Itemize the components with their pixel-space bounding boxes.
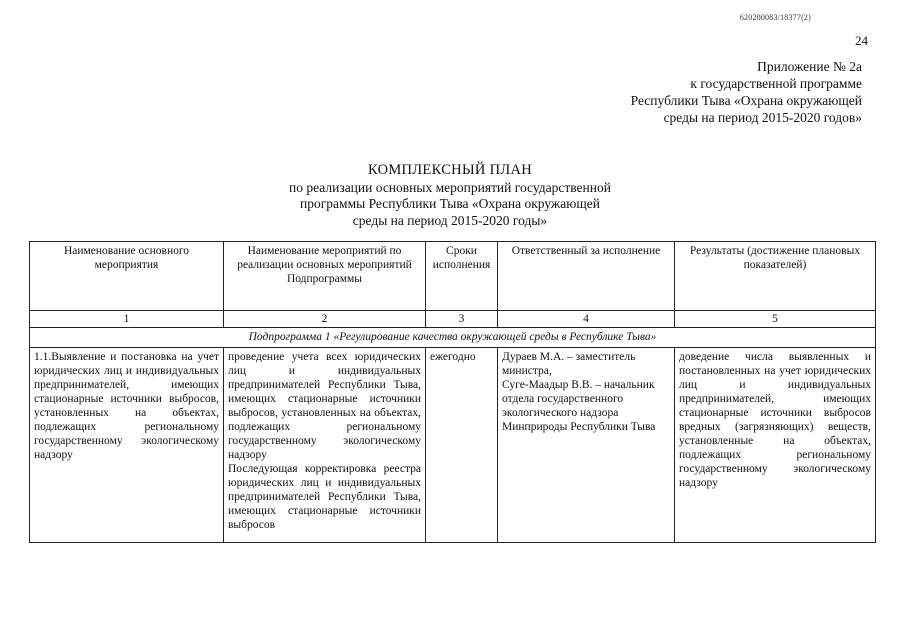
plan-title-line: среды на период 2015-2020 годы» xyxy=(352,212,548,228)
plan-title xyxy=(200,162,700,229)
responsible-text: Дураев М.А. – заместитель министра, xyxy=(502,351,636,377)
column-number-row xyxy=(30,311,876,328)
column-header: Наименование основного мероприятия xyxy=(30,242,224,311)
column-header: Сроки исполнения xyxy=(426,242,498,311)
plan-title-line: программы Республики Тыва «Охрана окружающей xyxy=(300,196,600,211)
measures-cell xyxy=(224,348,426,543)
table-row xyxy=(30,348,876,543)
appendix-line: Приложение № 2а xyxy=(757,59,862,74)
column-number: 2 xyxy=(224,311,426,328)
activity-cell: 1.1.Выявление и постановка на учет юридических лиц и индивидуальных предпринимателей, имеющих стационарные источники выбросов, установленных на объектах, подлежащих региональному государственному экологическому надзору xyxy=(30,348,224,543)
responsible-text: Суге-Маадыр В.В. – начальник отдела государственного экологического надзора Минприроды Республики Тыва xyxy=(502,379,656,433)
column-number: 1 xyxy=(30,311,224,328)
appendix-line: среды на период 2015-2020 годов» xyxy=(663,110,862,125)
measure-text: проведение учета всех юридических лиц и индивидуальных предпринимателей Республики Тыва, имеющих стационарные источники выбросов, установленных на объектах, подлежащих региональному государственному экологическому надзору xyxy=(228,351,421,461)
result-cell: доведение числа выявленных и постановленных на учет юридических лиц и индивидуальных предпринимателей, имеющих стационарные источники выбросов вредных (загрязняющих) веществ, установленные на объектах, подлежащих региональному государственному экологическому надзору xyxy=(675,348,876,543)
appendix-line: к государственной программе xyxy=(690,76,862,91)
term-cell: ежегодно xyxy=(426,348,498,543)
column-number: 5 xyxy=(675,311,876,328)
appendix-line: Республики Тыва «Охрана окружающей xyxy=(630,93,862,108)
column-header: Наименование мероприятий по реализации основных мероприятий Подпрограммы xyxy=(224,242,426,311)
plan-table xyxy=(29,241,876,543)
column-number: 4 xyxy=(498,311,675,328)
plan-title-line: по реализации основных мероприятий государственной xyxy=(289,179,611,195)
subprogram-title: Подпрограмма 1 «Регулирование качества окружающей среды в Республике Тыва» xyxy=(30,328,876,348)
column-header: Результаты (достижение плановых показателей) xyxy=(675,242,876,311)
column-header: Ответственный за исполнение xyxy=(498,242,675,311)
column-number: 3 xyxy=(426,311,498,328)
responsible-cell xyxy=(498,348,675,543)
appendix-block xyxy=(532,58,862,126)
page-number: 24 xyxy=(855,33,868,48)
table-header-row xyxy=(30,242,876,311)
document-id: 620200083/18377(2) xyxy=(739,13,811,22)
subprogram-row xyxy=(30,328,876,348)
measure-text: Последующая корректировка реестра юридических лиц и индивидуальных предпринимателей Республики Тыва, имеющих стационарные источники выбросов xyxy=(228,463,421,531)
plan-title-main: КОМПЛЕКСНЫЙ ПЛАН xyxy=(367,162,533,178)
